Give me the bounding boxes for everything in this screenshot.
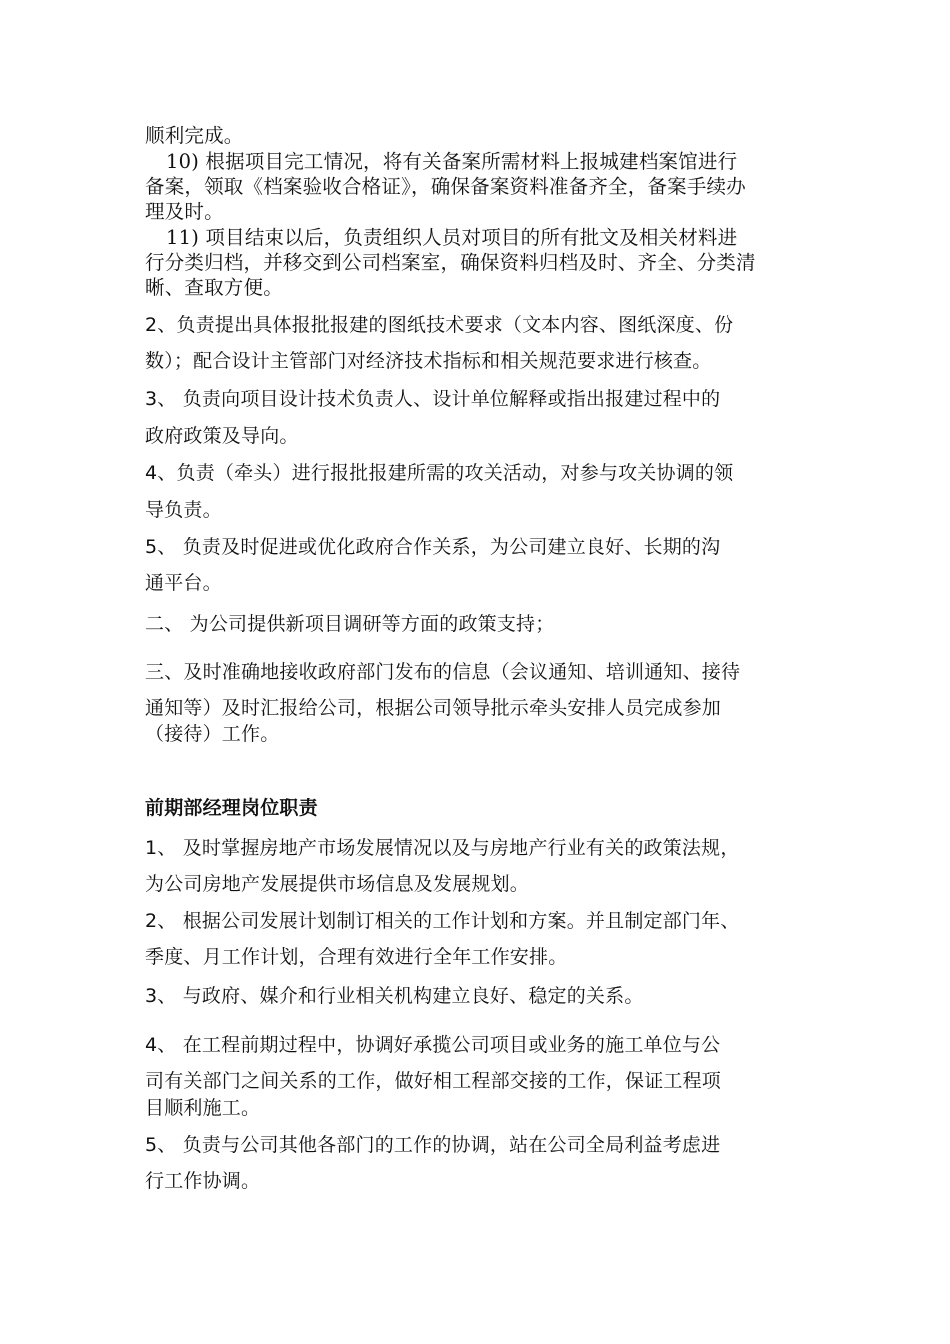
paragraph-line: 通知等）及时汇报给公司，根据公司领导批示牵头安排人员完成参加 [145,697,722,719]
paragraph-line: 行工作协调。 [145,1170,261,1192]
paragraph-line: 2、负责提出具体报批报建的图纸技术要求（文本内容、图纸深度、份 [145,314,734,336]
paragraph-line: 目顺利施工。 [145,1097,261,1119]
paragraph-line: 5、 负责及时促进或优化政府合作关系，为公司建立良好、长期的沟 [145,536,721,558]
paragraph-line: 顺利完成。 [145,124,244,147]
paragraph-line: 4、 在工程前期过程中，协调好承揽公司项目或业务的施工单位与公 [145,1034,721,1056]
paragraph-line: 5、 负责与公司其他各部门的工作的协调，站在公司全局利益考虑进 [145,1134,721,1156]
paragraph-line: 为公司房地产发展提供市场信息及发展规划。 [145,873,530,895]
paragraph-line: 10) 根据项目完工情况，将有关备案所需材料上报城建档案馆进行 [166,150,738,173]
paragraph-line: 1、 及时掌握房地产市场发展情况以及与房地产行业有关的政策法规， [145,837,740,859]
paragraph-line: 政府政策及导向。 [145,425,299,447]
paragraph-line: 二、 为公司提供新项目调研等方面的政策支持； [145,613,555,635]
paragraph-line: 2、 根据公司发展计划制订相关的工作计划和方案。并且制定部门年、 [145,910,740,932]
paragraph-line: 通平台。 [145,572,222,594]
section-heading: 前期部经理岗位职责 [145,797,318,819]
paragraph-line: 司有关部门之间关系的工作，做好相工程部交接的工作，保证工程项 [145,1070,722,1092]
paragraph-line: 三、及时准确地接收政府部门发布的信息（会议通知、培训通知、接待 [145,661,741,683]
paragraph-line: 3、 负责向项目设计技术负责人、设计单位解释或指出报建过程中的 [145,388,721,410]
paragraph-line: 导负责。 [145,499,222,521]
paragraph-line: 季度、月工作计划，合理有效进行全年工作安排。 [145,946,568,968]
paragraph-line: 数）；配合设计主管部门对经济技术指标和相关规范要求进行核查。 [145,350,712,372]
paragraph-line: 行分类归档，并移交到公司档案室，确保资料归档及时、齐全、分类清 [145,251,756,274]
paragraph-line: 3、 与政府、媒介和行业相关机构建立良好、稳定的关系。 [145,985,644,1007]
paragraph-line: （接待）工作。 [145,723,280,745]
paragraph-line: 4、负责（牵头）进行报批报建所需的攻关活动，对参与攻关协调的领 [145,462,734,484]
paragraph-line: 理及时。 [145,200,224,223]
paragraph-line: 11) 项目结束以后，负责组织人员对项目的所有批文及相关材料进 [166,226,738,249]
paragraph-line: 晰、查取方便。 [145,276,283,299]
paragraph-line: 备案，领取《档案验收合格证》，确保备案资料准备齐全，备案手续办 [145,175,746,198]
